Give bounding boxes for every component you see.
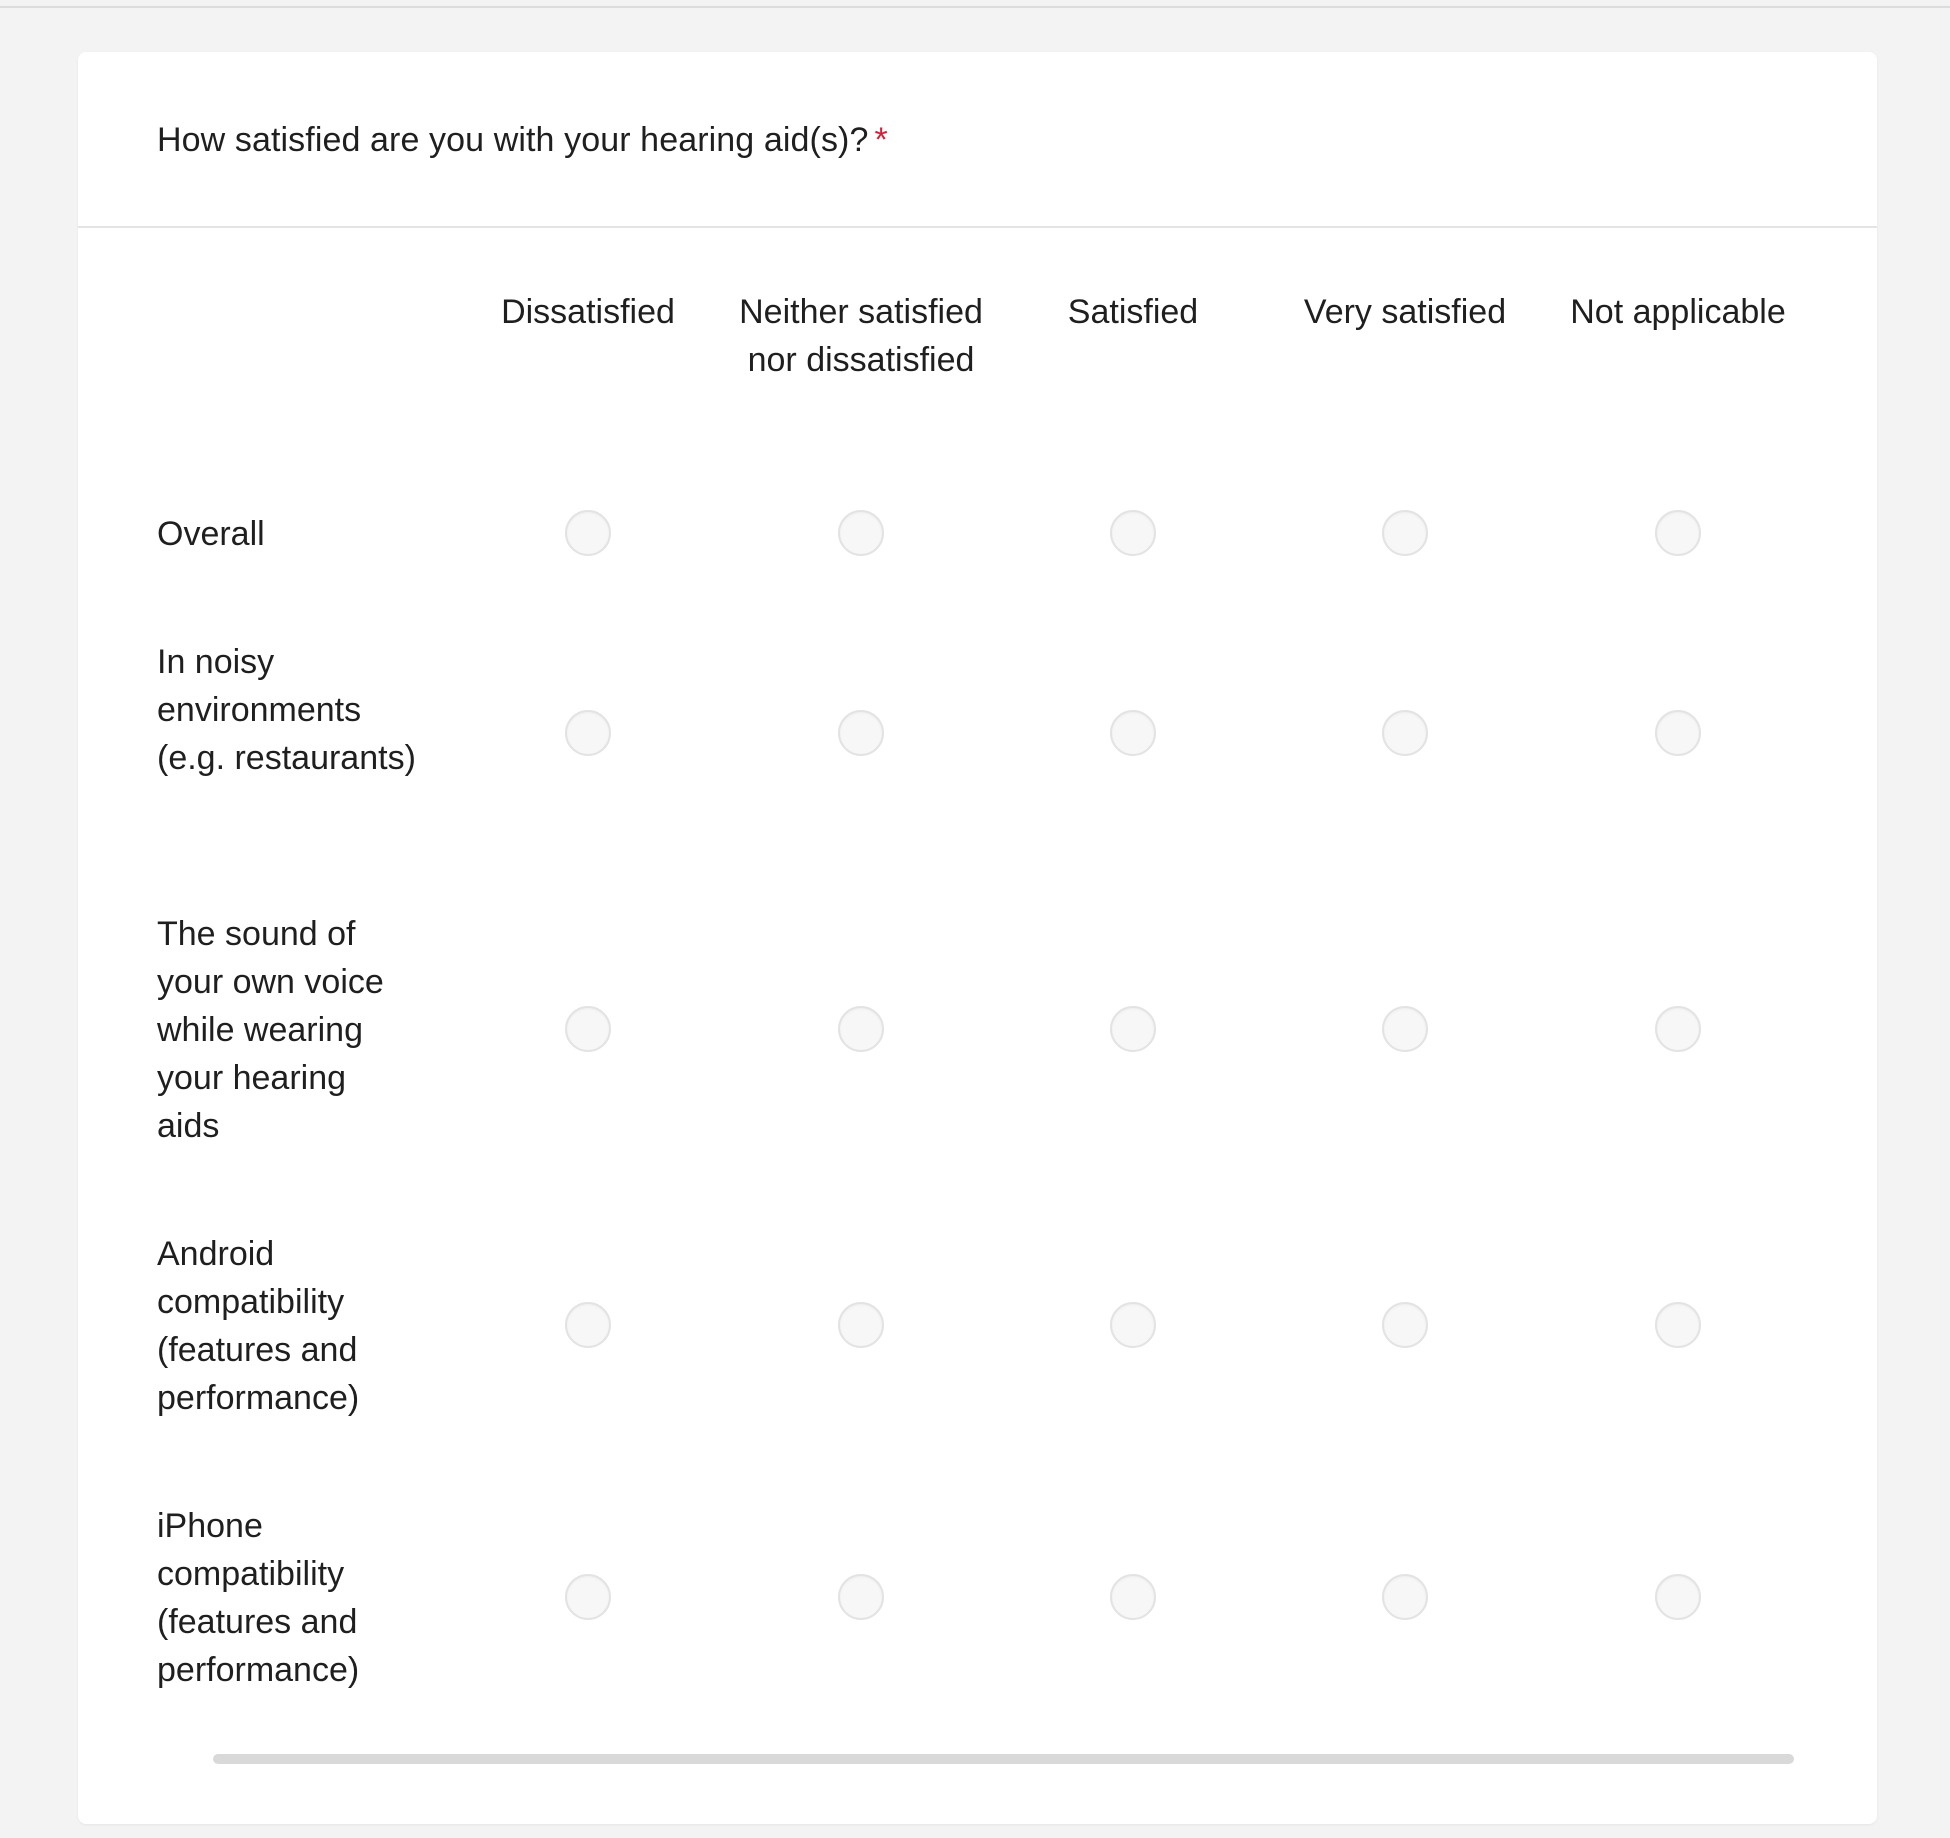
column-header-neither: Neither satisfied nor dissatisfied: [739, 293, 983, 379]
radio-voice-dissatisfied[interactable]: [565, 1006, 611, 1052]
question-card: [78, 52, 1877, 1824]
row-label-noisy-environments: In noisy environments (e.g. restaurants): [157, 643, 416, 777]
radio-iphone-dissatisfied[interactable]: [565, 1574, 611, 1620]
question-header: [78, 52, 1877, 228]
radio-iphone-very-satisfied[interactable]: [1382, 1574, 1428, 1620]
radio-overall-neither[interactable]: [838, 510, 884, 556]
row-label-overall: Overall: [157, 515, 265, 553]
radio-voice-not-applicable[interactable]: [1655, 1006, 1701, 1052]
radio-overall-not-applicable[interactable]: [1655, 510, 1701, 556]
radio-voice-neither[interactable]: [838, 1006, 884, 1052]
radio-android-dissatisfied[interactable]: [565, 1302, 611, 1348]
row-label-own-voice: The sound of your own voice while wearing your hearing aids: [157, 915, 384, 1145]
horizontal-scrollbar[interactable]: [213, 1754, 1794, 1764]
row-label-android: Android compatibility (features and performance): [157, 1235, 360, 1417]
question-title: [157, 118, 888, 162]
radio-android-satisfied[interactable]: [1110, 1302, 1156, 1348]
radio-noisy-very-satisfied[interactable]: [1382, 710, 1428, 756]
radio-noisy-neither[interactable]: [838, 710, 884, 756]
question-text: How satisfied are you with your hearing aid(s)?: [157, 121, 869, 159]
column-header-very-satisfied: Very satisfied: [1303, 293, 1507, 331]
column-header-not-applicable: Not applicable: [1570, 293, 1786, 331]
required-indicator: *: [874, 121, 888, 159]
radio-iphone-not-applicable[interactable]: [1655, 1574, 1701, 1620]
radio-android-not-applicable[interactable]: [1655, 1302, 1701, 1348]
radio-android-very-satisfied[interactable]: [1382, 1302, 1428, 1348]
radio-noisy-dissatisfied[interactable]: [565, 710, 611, 756]
radio-overall-satisfied[interactable]: [1110, 510, 1156, 556]
column-header-dissatisfied: Dissatisfied: [501, 293, 675, 331]
radio-iphone-neither[interactable]: [838, 1574, 884, 1620]
radio-noisy-not-applicable[interactable]: [1655, 710, 1701, 756]
column-header-satisfied: Satisfied: [1067, 293, 1199, 331]
radio-voice-satisfied[interactable]: [1110, 1006, 1156, 1052]
radio-overall-very-satisfied[interactable]: [1382, 510, 1428, 556]
row-label-iphone: iPhone compatibility (features and performance): [157, 1507, 360, 1689]
top-divider: [0, 0, 1950, 8]
radio-iphone-satisfied[interactable]: [1110, 1574, 1156, 1620]
radio-voice-very-satisfied[interactable]: [1382, 1006, 1428, 1052]
radio-android-neither[interactable]: [838, 1302, 884, 1348]
radio-noisy-satisfied[interactable]: [1110, 710, 1156, 756]
radio-overall-dissatisfied[interactable]: [565, 510, 611, 556]
